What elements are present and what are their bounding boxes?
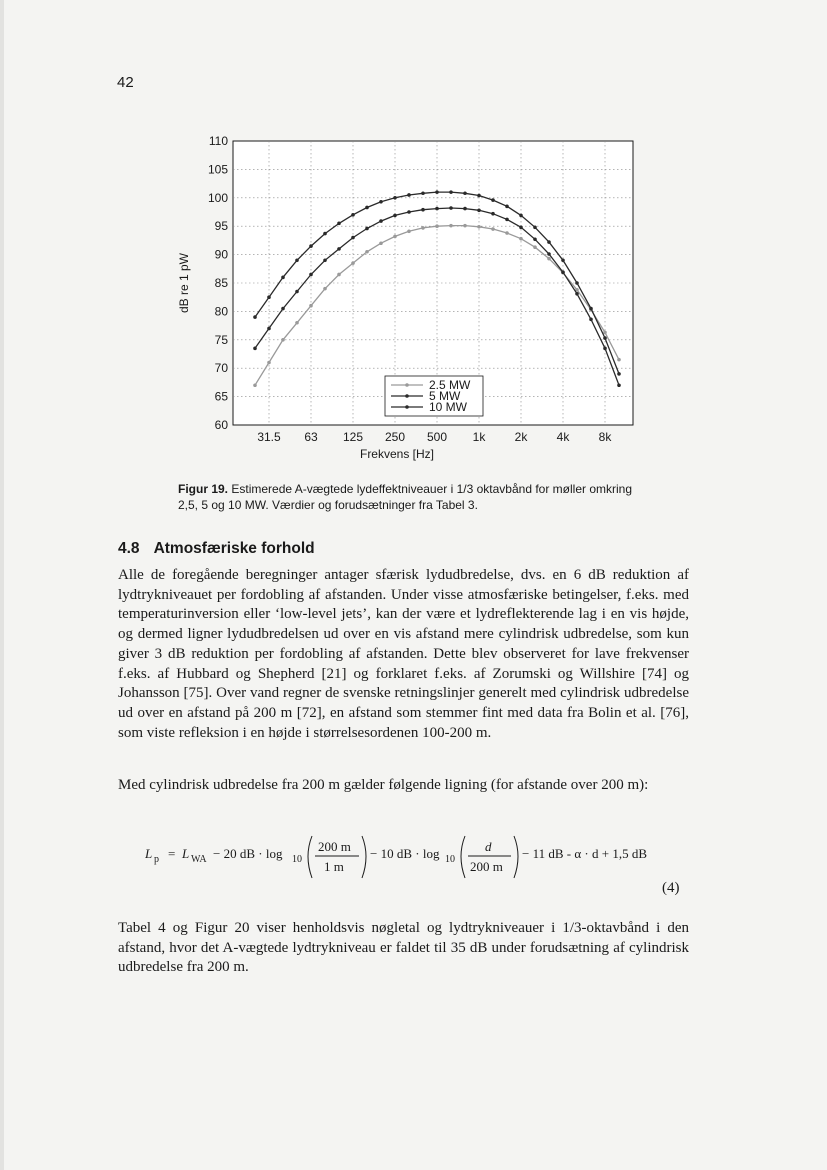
- data-point: [449, 224, 453, 228]
- y-tick-label: 95: [214, 219, 228, 234]
- equation-number: (4): [662, 880, 680, 896]
- eq-term2: − 10 dB · log: [370, 846, 440, 861]
- data-point: [449, 190, 453, 194]
- eq-term3: − 11 dB - α · d + 1,5 dB: [522, 846, 647, 861]
- data-point: [393, 235, 397, 239]
- data-point: [365, 227, 369, 231]
- data-point: [309, 244, 313, 248]
- data-point: [407, 230, 411, 234]
- data-point: [295, 258, 299, 262]
- y-axis-label: dB re 1 pW: [177, 252, 191, 314]
- data-point: [449, 206, 453, 210]
- data-point: [463, 224, 467, 228]
- eq-lhs-sub: p: [154, 854, 159, 865]
- x-tick-label: 125: [342, 430, 364, 444]
- figure-caption-label: Figur 19.: [178, 482, 229, 496]
- data-point: [505, 205, 509, 209]
- x-tick-label: 250: [384, 430, 406, 444]
- eq-paren-close-1: [362, 836, 366, 878]
- eq-paren-open-2: [461, 836, 465, 878]
- y-tick-label: 75: [214, 332, 228, 347]
- x-axis-ticks: [257, 430, 612, 444]
- x-tick-label: 63: [304, 430, 318, 444]
- eq-equals: =: [168, 846, 176, 861]
- data-point: [407, 210, 411, 214]
- data-point: [337, 247, 341, 251]
- data-point: [267, 295, 271, 299]
- data-point: [561, 270, 565, 274]
- y-tick-label: 70: [214, 361, 228, 376]
- x-tick-label: 1k: [472, 430, 486, 444]
- legend-label: 10 MW: [429, 400, 468, 414]
- x-tick-label: 2k: [514, 430, 528, 444]
- paragraph-3: Tabel 4 og Figur 20 viser henholdsvis nøgletal og lydtrykniveauer i 1/3-oktavbånd i den afstand, hvor det A-vægtede lydtrykniveau er faldet til 35 dB under forudsætning af cylindrisk udbredelse fra 200 m.: [118, 920, 689, 976]
- data-point: [267, 327, 271, 331]
- y-tick-label: 60: [214, 418, 228, 432]
- data-point: [477, 194, 481, 198]
- y-tick-label: 90: [214, 247, 228, 262]
- data-point: [323, 287, 327, 291]
- data-point: [309, 273, 313, 277]
- data-point: [547, 257, 551, 261]
- section-heading: [118, 540, 329, 558]
- data-point: [379, 241, 383, 245]
- data-point: [505, 218, 509, 222]
- eq-lhs: L: [145, 846, 153, 861]
- data-point: [617, 358, 621, 362]
- data-point: [491, 227, 495, 231]
- legend: [385, 376, 483, 416]
- data-point: [351, 236, 355, 240]
- section-title: Atmosfæriske forhold: [153, 540, 315, 557]
- data-point: [477, 208, 481, 212]
- data-point: [323, 232, 327, 236]
- y-tick-label: 110: [208, 134, 228, 148]
- figure-caption-text: Estimerede A-vægtede lydeffektniveauer i 1/3 oktavbånd for møller omkring 2,5, 5 og 10 MW. Værdier og forudsætninger fra Tabel 3.: [178, 482, 632, 512]
- legend-label: 5 MW: [429, 389, 461, 403]
- data-point: [603, 336, 607, 340]
- y-axis-ticks: [208, 134, 228, 432]
- data-point: [379, 219, 383, 223]
- data-point: [421, 226, 425, 230]
- data-point: [281, 338, 285, 342]
- data-point: [421, 191, 425, 195]
- data-point: [351, 213, 355, 217]
- data-point: [309, 304, 313, 308]
- data-point: [435, 190, 439, 194]
- data-point: [281, 276, 285, 280]
- paragraph-1: Alle de foregående beregninger antager sfærisk lydudbredelse, dvs. en 6 dB reduktion af lydtrykniveauet per fordobling af afstanden. Under visse atmosfæriske betingelser, f.eks. med temperaturinversion eller ‘low-level jets’, kan der være et lydreflekterende lag i en vis højde, og dermed ligner lydudbredelsen ud over en vis afstand mere cylindrisk udbredelse, som kun giver 3 dB reduktion per fordobling af afstanden. Dette blev observeret for lave frekvenser f.eks. af Hubbard og Shepherd [21] og forklaret f.eks. af Zorumski og Willshire [74] og Johansson [75]. Over vand regner de svenske retningslinjer generelt med cylindrisk udbredelse ud over en afstand på 200 m [72], en afstand som stemmer fint med data fra Bolin et al. [76], som viste refleksion i en højde i størrelsesordenen 100-200 m.: [118, 567, 689, 741]
- data-point: [491, 212, 495, 216]
- data-point: [337, 222, 341, 226]
- data-point: [351, 261, 355, 265]
- data-point: [435, 207, 439, 211]
- data-point: [323, 258, 327, 262]
- y-tick-label: 85: [214, 276, 228, 290]
- data-point: [267, 361, 271, 365]
- data-point: [491, 198, 495, 202]
- data-point: [547, 240, 551, 244]
- legend-marker: [405, 394, 409, 398]
- y-tick-label: 105: [207, 162, 228, 177]
- data-point: [407, 193, 411, 197]
- y-tick-label: 100: [207, 190, 228, 205]
- data-point: [533, 245, 537, 249]
- eq-paren-open-1: [308, 836, 312, 878]
- data-point: [533, 237, 537, 241]
- data-point: [421, 208, 425, 212]
- data-point: [281, 307, 285, 311]
- paragraph-2: Med cylindrisk udbredelse fra 200 m gælder følgende ligning (for afstande over 200 m):: [118, 777, 649, 793]
- x-tick-label: 8k: [598, 430, 612, 444]
- data-point: [603, 347, 607, 351]
- eq-frac1-den: 1 m: [324, 859, 344, 874]
- eq-paren-close-2: [514, 836, 518, 878]
- x-tick-label: 31.5: [257, 430, 281, 444]
- data-point: [617, 372, 621, 376]
- eq-term1: − 20 dB · log: [213, 846, 283, 861]
- data-point: [253, 347, 257, 351]
- data-point: [463, 191, 467, 195]
- legend-label: 2.5 MW: [429, 378, 471, 392]
- x-tick-label: 4k: [556, 430, 570, 444]
- data-point: [519, 214, 523, 218]
- data-point: [365, 206, 369, 210]
- data-point: [435, 224, 439, 228]
- eq-log-sub-1: 10: [292, 854, 302, 865]
- eq-log-sub-2: 10: [445, 854, 455, 865]
- eq-lwa: L: [182, 846, 190, 861]
- data-point: [575, 281, 579, 285]
- data-point: [589, 307, 593, 311]
- y-tick-label: 80: [214, 304, 228, 319]
- data-point: [477, 225, 481, 229]
- sound-power-chart: [165, 128, 645, 468]
- data-point: [295, 321, 299, 325]
- legend-marker: [405, 383, 409, 387]
- x-tick-label: 500: [426, 430, 448, 444]
- data-point: [519, 226, 523, 230]
- section-number: 4.8: [118, 540, 140, 557]
- data-point: [519, 237, 523, 241]
- data-point: [365, 250, 369, 254]
- data-point: [295, 290, 299, 294]
- legend-marker: [405, 405, 409, 409]
- eq-lwa-sub: WA: [191, 854, 207, 865]
- x-axis-label: Frekvens [Hz]: [359, 447, 435, 461]
- data-point: [505, 231, 509, 235]
- eq-frac1-num: 200 m: [318, 839, 351, 854]
- data-point: [617, 383, 621, 387]
- data-point: [463, 207, 467, 211]
- data-point: [253, 383, 257, 387]
- data-point: [533, 226, 537, 230]
- data-point: [379, 200, 383, 204]
- data-point: [575, 292, 579, 296]
- y-tick-label: 65: [214, 389, 228, 404]
- data-point: [393, 214, 397, 218]
- data-point: [589, 318, 593, 322]
- data-point: [547, 252, 551, 256]
- figure-caption: [178, 481, 648, 513]
- data-point: [337, 273, 341, 277]
- equation: [145, 832, 685, 882]
- data-point: [253, 315, 257, 319]
- eq-frac2-num: d: [485, 839, 492, 854]
- data-point: [561, 258, 565, 262]
- eq-frac2-den: 200 m: [470, 859, 503, 874]
- page-edge: [0, 0, 4, 1170]
- data-point: [603, 331, 607, 335]
- data-point: [393, 196, 397, 200]
- page-number: 42: [117, 74, 134, 91]
